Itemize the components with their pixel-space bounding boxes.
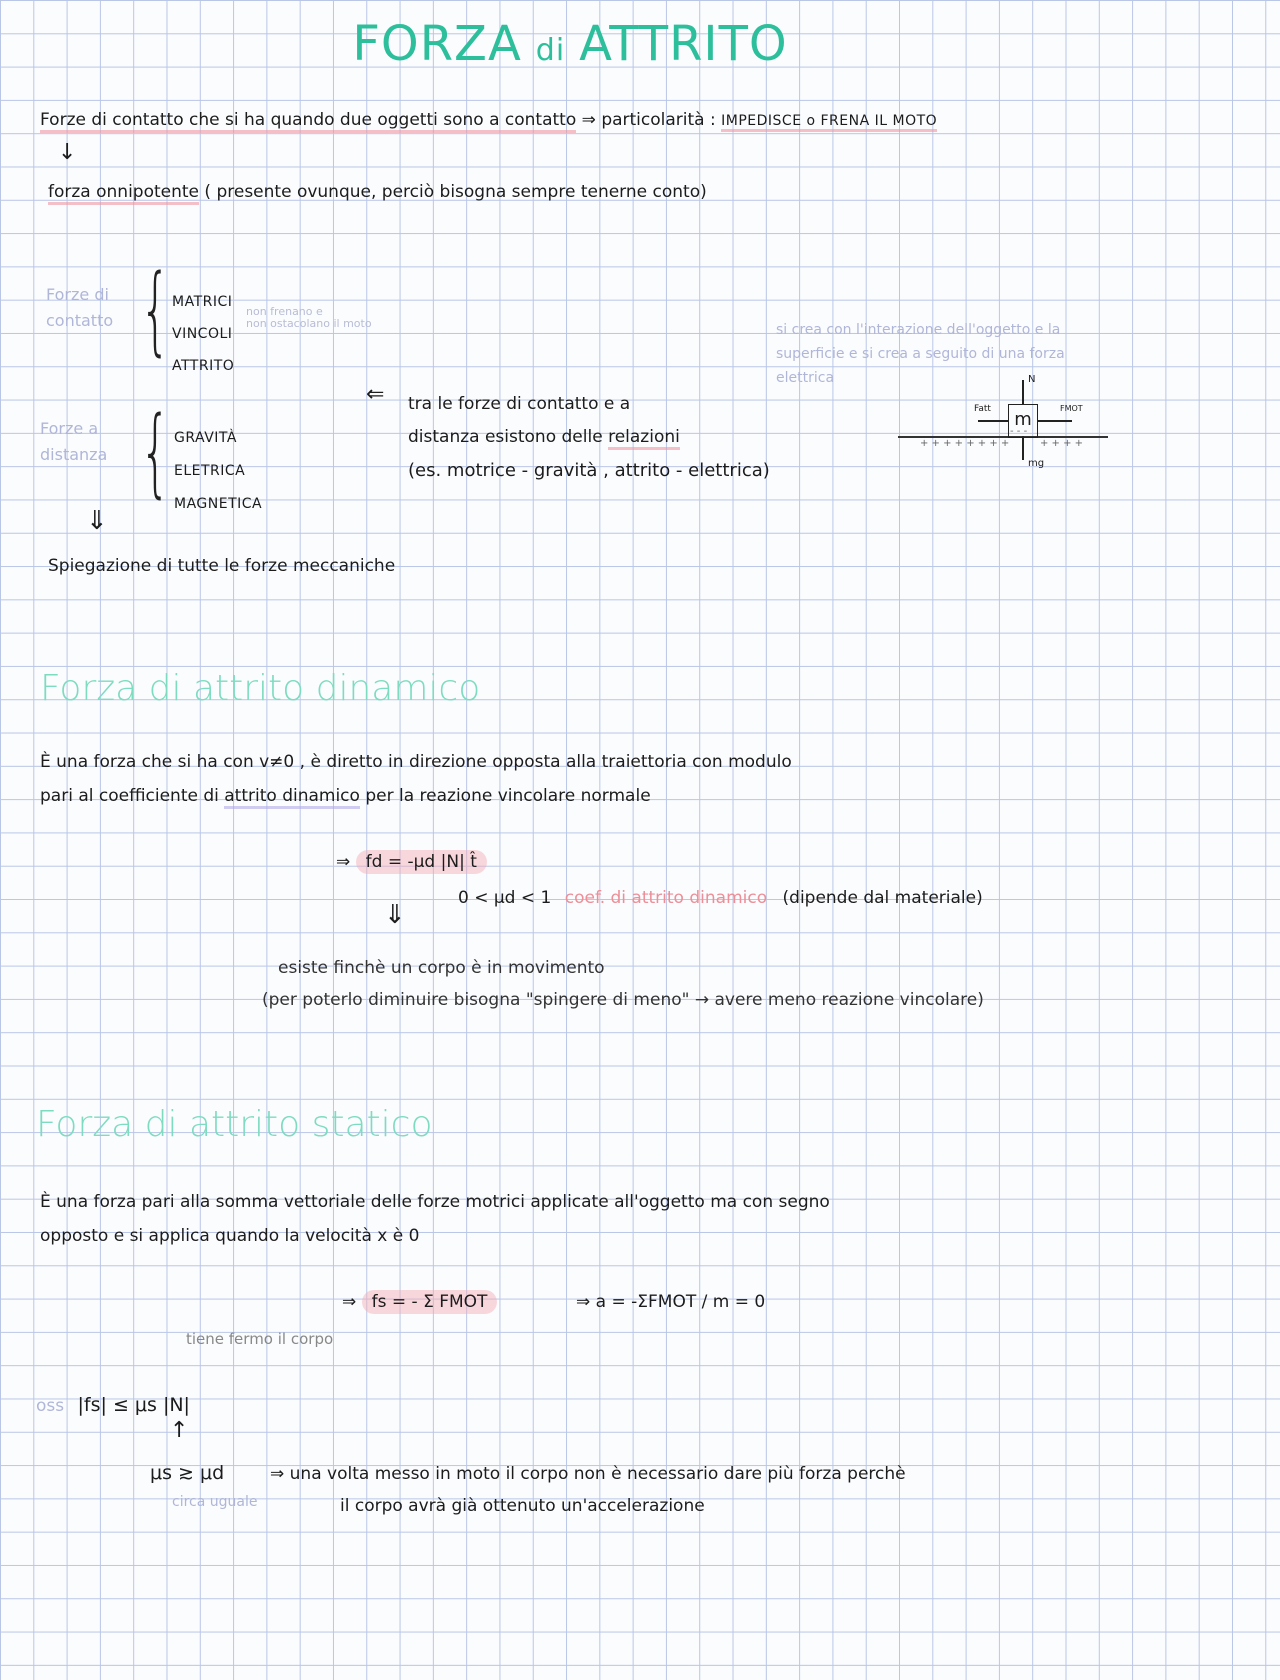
normal-vector	[1022, 380, 1024, 404]
vincoli-note-2: non ostacolano il moto	[246, 317, 372, 330]
omnipotent-label: forza onnipotente	[48, 182, 199, 205]
weight-label: mg	[1028, 458, 1045, 469]
oss-label: oss	[36, 1396, 65, 1416]
static-formula-arrow: ⇒	[342, 1292, 357, 1312]
intro-arrow: ⇒	[581, 110, 596, 130]
dynamic-range-row	[458, 888, 983, 908]
force-diagram	[898, 376, 1118, 476]
static-heading: Forza di attrito statico	[36, 1104, 433, 1145]
title-part1: FORZA	[352, 16, 522, 72]
static-para2: opposto e si applica quando la velocità x è 0	[40, 1226, 420, 1246]
dynamic-range: 0 < μd < 1	[458, 888, 552, 908]
dynamic-decrease-line: (per poterlo diminuire bisogna "spingere di meno" → avere meno reazione vincolare)	[262, 990, 984, 1010]
contact-brace: {	[140, 254, 171, 366]
explanation-text: Spiegazione di tutte le forze meccaniche	[48, 556, 396, 576]
normal-label: N	[1028, 374, 1036, 385]
approx-note: circa uguale	[172, 1494, 258, 1510]
conclusion-text1: una volta messo in moto il corpo non è necessario dare più forza perchè	[289, 1464, 906, 1484]
friction-label: Fatt	[974, 404, 991, 414]
side-note-3: elettrica	[776, 370, 835, 386]
contact-forces-label	[46, 282, 113, 333]
explanation-arrow: ⇓	[86, 506, 108, 536]
contact-item-vincoli: VINCOLI	[172, 326, 233, 342]
distance-label-1: Forze a	[40, 419, 99, 438]
static-formula: fs = - Σ FMOT	[362, 1290, 498, 1314]
oss-row	[36, 1394, 190, 1416]
omnipotent-rest: ( presente ovunque, perciò bisogna sempre tenerne conto)	[204, 182, 707, 202]
dynamic-exist-line: esiste finchè un corpo è in movimento	[278, 958, 605, 978]
charges-top: + + + + + + + +	[920, 438, 1010, 449]
dynamic-down-arrow: ⇓	[384, 900, 406, 930]
relation-line2-a: distanza esistono delle	[408, 427, 603, 447]
static-formula-row	[342, 1292, 497, 1312]
distance-item-magnetica: MAGNETICA	[174, 496, 263, 512]
static-accel: a = -ΣFMOT / m = 0	[595, 1292, 766, 1312]
dynamic-formula-row	[336, 852, 487, 872]
oss-up-arrow: ↑	[170, 1418, 189, 1443]
dynamic-formula: fd = -μd |N| t̂	[356, 850, 487, 874]
dynamic-para2-b: attrito dinamico	[224, 786, 360, 809]
contact-item-matrici: MATRICI	[172, 294, 233, 310]
intro-text: Forze di contatto che si ha quando due oggetti sono a contatto	[40, 110, 576, 133]
static-accel-row	[576, 1292, 765, 1312]
distance-item-elettrica: ELETRICA	[174, 463, 246, 479]
title-part2: di	[535, 33, 566, 68]
contact-label-1: Forze di	[46, 285, 109, 304]
conclusion-arrow: ⇒	[270, 1464, 285, 1484]
contact-label-2: contatto	[46, 310, 114, 330]
distance-items	[174, 422, 262, 521]
distance-item-gravita: GRAVITÀ	[174, 430, 237, 446]
charges-right: + + + +	[1040, 438, 1084, 449]
intro-line2	[48, 182, 707, 202]
side-note-1: si crea con l'interazione dell'oggetto e la	[776, 322, 1061, 338]
mass-block: m	[1008, 404, 1038, 438]
dynamic-para2	[40, 786, 651, 806]
oss-formula: |fs| ≤ μs |N|	[77, 1394, 190, 1416]
approx-formula: μs ≳ μd	[150, 1462, 225, 1484]
page-title	[0, 16, 1210, 72]
dynamic-heading: Forza di attrito dinamico	[40, 668, 481, 709]
relation-line2	[408, 421, 770, 454]
dynamic-para2-a: pari al coefficiente di	[40, 786, 219, 806]
motor-vector	[1038, 420, 1072, 422]
static-hold-note: tiene fermo il corpo	[186, 1330, 334, 1348]
static-accel-arrow: ⇒	[576, 1292, 591, 1312]
relation-line1: tra le forze di contatto e a	[408, 394, 631, 414]
contact-items	[172, 286, 234, 382]
relation-line2-b: relazioni	[608, 427, 680, 450]
distance-forces-label	[40, 416, 107, 467]
side-note-2: superficie e si crea a seguito di una forza	[776, 346, 1065, 362]
relation-line3: (es. motrice - gravità , attrito - elettrica)	[408, 460, 770, 481]
contact-item-attrito: ATTRITO	[172, 358, 235, 374]
relation-arrow: ⇐	[366, 382, 385, 407]
particularity-label: particolarità :	[601, 110, 716, 130]
vincoli-note-1: non frenano e	[246, 305, 323, 318]
dynamic-para1: È una forza che si ha con v≠0 , è diretto in direzione opposta alla traiettoria con modulo	[40, 752, 792, 772]
distance-brace: {	[140, 396, 171, 508]
charges-bottom: - - -	[1010, 426, 1028, 437]
dynamic-para2-c: per la reazione vincolare normale	[365, 786, 651, 806]
relation-block	[408, 388, 770, 487]
particularity-value: IMPEDISCE o FRENA IL MOTO	[721, 113, 937, 132]
conclusion-line1	[270, 1464, 906, 1484]
distance-label-2: distanza	[40, 444, 108, 464]
friction-vector	[978, 420, 1008, 422]
dynamic-range-note: coef. di attrito dinamico	[564, 888, 768, 908]
dynamic-range-paren: (dipende dal materiale)	[782, 888, 983, 908]
intro-down-arrow: ↓	[58, 140, 77, 165]
conclusion-line2: il corpo avrà già ottenuto un'accelerazione	[340, 1496, 705, 1516]
weight-vector	[1022, 436, 1024, 460]
motor-label: FMOT	[1060, 404, 1083, 413]
vincoli-note	[246, 306, 372, 330]
intro-line1	[40, 110, 937, 130]
title-part3: ATTRITO	[579, 16, 788, 72]
approx-row	[150, 1462, 224, 1484]
static-para1: È una forza pari alla somma vettoriale delle forze motrici applicate all'oggetto ma con segno	[40, 1192, 830, 1212]
dynamic-formula-arrow: ⇒	[336, 852, 351, 872]
